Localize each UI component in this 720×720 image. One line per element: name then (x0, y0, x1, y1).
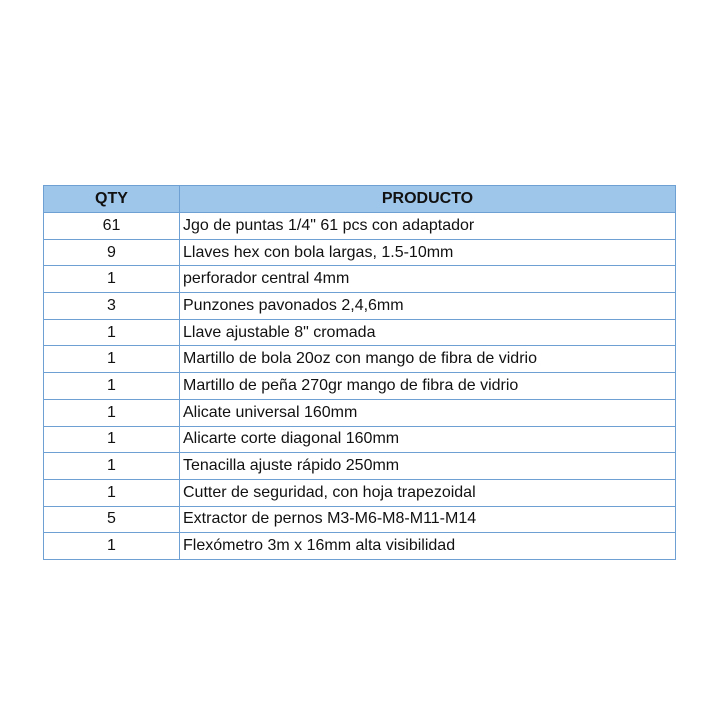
product-column-header: PRODUCTO (180, 186, 676, 213)
table-row (44, 479, 676, 506)
product-cell: Alicate universal 160mm (180, 399, 676, 426)
table-row (44, 239, 676, 266)
product-cell: Llaves hex con bola largas, 1.5-10mm (180, 239, 676, 266)
product-cell: Martillo de bola 20oz con mango de fibra de vidrio (180, 346, 676, 373)
qty-cell: 1 (44, 266, 180, 293)
table-body (44, 213, 676, 560)
table-header (44, 186, 676, 213)
qty-cell: 9 (44, 239, 180, 266)
product-cell: perforador central 4mm (180, 266, 676, 293)
table-row (44, 453, 676, 480)
product-cell: Alicarte corte diagonal 160mm (180, 426, 676, 453)
table-row (44, 346, 676, 373)
qty-column-header: QTY (44, 186, 180, 213)
qty-cell: 3 (44, 293, 180, 320)
qty-cell: 1 (44, 426, 180, 453)
product-table (43, 185, 676, 560)
table-row (44, 533, 676, 560)
product-cell: Tenacilla ajuste rápido 250mm (180, 453, 676, 480)
table-row (44, 373, 676, 400)
qty-cell: 1 (44, 479, 180, 506)
table-row (44, 213, 676, 240)
qty-cell: 1 (44, 346, 180, 373)
table-row (44, 399, 676, 426)
qty-cell: 1 (44, 453, 180, 480)
table-row (44, 426, 676, 453)
product-cell: Cutter de seguridad, con hoja trapezoidal (180, 479, 676, 506)
table-row (44, 293, 676, 320)
qty-cell: 1 (44, 399, 180, 426)
product-cell: Llave ajustable 8" cromada (180, 319, 676, 346)
product-cell: Punzones pavonados 2,4,6mm (180, 293, 676, 320)
product-cell: Flexómetro 3m x 16mm alta visibilidad (180, 533, 676, 560)
table-row (44, 266, 676, 293)
table-row (44, 319, 676, 346)
product-cell: Martillo de peña 270gr mango de fibra de vidrio (180, 373, 676, 400)
product-cell: Jgo de puntas 1/4" 61 pcs con adaptador (180, 213, 676, 240)
table-header-row (44, 186, 676, 213)
product-cell: Extractor de pernos M3-M6-M8-M11-M14 (180, 506, 676, 533)
qty-cell: 1 (44, 373, 180, 400)
qty-cell: 5 (44, 506, 180, 533)
qty-cell: 61 (44, 213, 180, 240)
qty-cell: 1 (44, 319, 180, 346)
table-row (44, 506, 676, 533)
qty-cell: 1 (44, 533, 180, 560)
